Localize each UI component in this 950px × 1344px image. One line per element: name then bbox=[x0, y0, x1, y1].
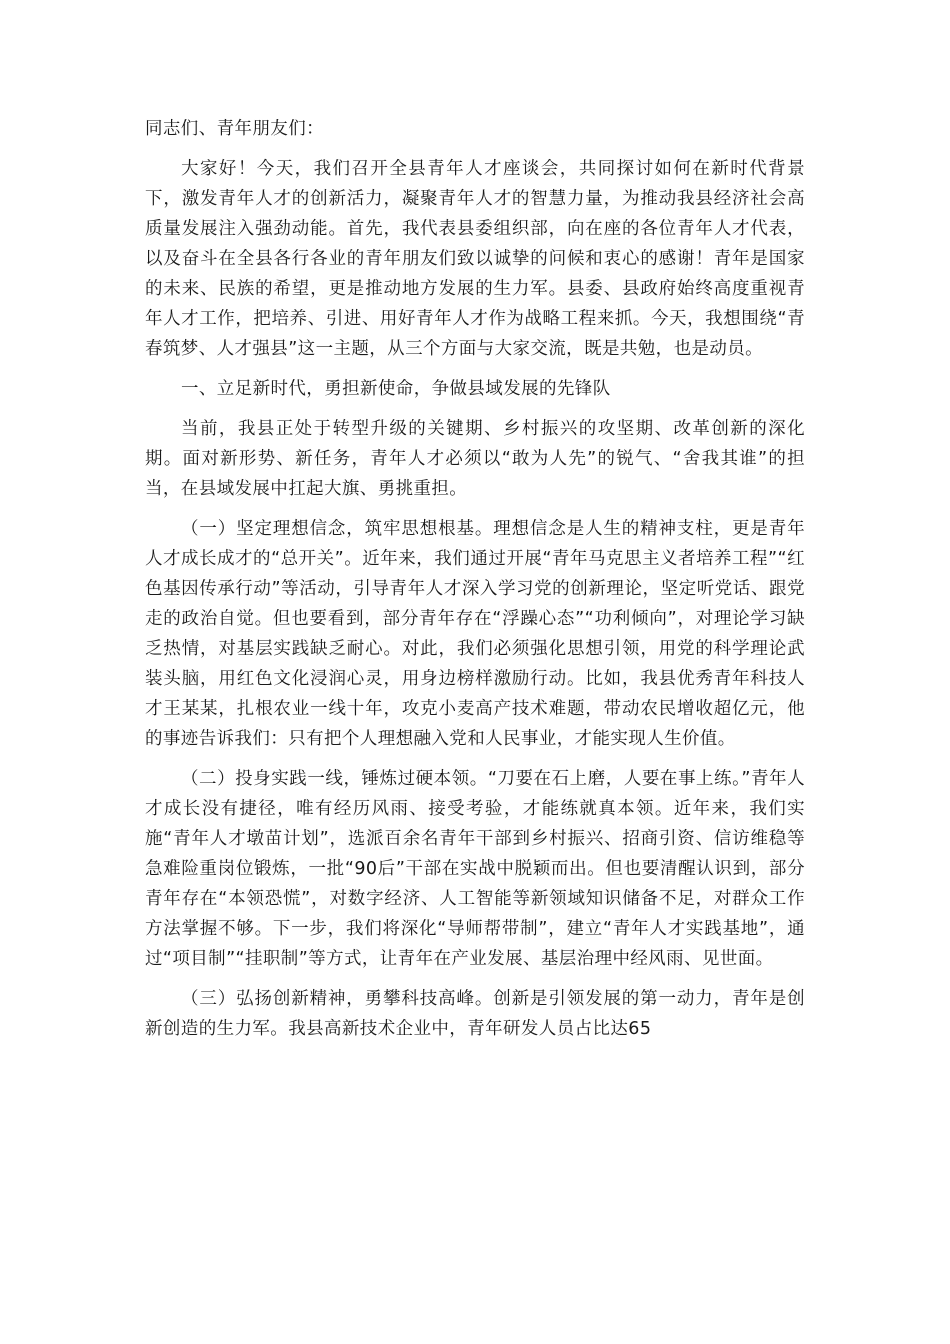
paragraph-point-1: （一）坚定理想信念，筑牢思想根基。理想信念是人生的精神支柱，更是青年人才成长成才的“总开关”。近年来，我们通过开展“青年马克思主义者培养工程”“红色基因传承行动”等活动，引导青年人才深入学习党的创新理论，坚定听党话、跟党走的政治自觉。但也要看到，部分青年存在“浮躁心态”“功利倾向”，对理论学习缺乏热情，对基层实践缺乏耐心。对此，我们必须强化思想引领，用党的科学理论武装头脑，用红色文化浸润心灵，用身边榜样激励行动。比如，我县优秀青年科技人才王某某，扎根农业一线十年，攻克小麦高产技术难题，带动农民增收超亿元，他的事迹告诉我们：只有把个人理想融入党和人民事业，才能实现人生价值。 bbox=[145, 519, 805, 749]
paragraph-point-2: （二）投身实践一线，锤炼过硬本领。“刀要在石上磨，人要在事上练。”青年人才成长没有捷径，唯有经历风雨、接受考验，才能练就真本领。近年来，我们实施“青年人才墩苗计划”，选派百余名青年干部到乡村振兴、招商引资、信访维稳等急难险重岗位锻炼，一批“90后”干部在实战中脱颖而出。但也要清醒认识到，部分青年存在“本领恐慌”，对数字经济、人工智能等新领域知识储备不足，对群众工作方法掌握不够。下一步，我们将深化“导师帮带制”，建立“青年人才实践基地”，通过“项目制”“挂职制”等方式，让青年在产业发展、基层治理中经风雨、见世面。 bbox=[145, 769, 805, 969]
paragraph-opening: 大家好！今天，我们召开全县青年人才座谈会，共同探讨如何在新时代背景下，激发青年人才的创新活力，凝聚青年人才的智慧力量，为推动我县经济社会高质量发展注入强劲动能。首先，我代表县委组织部，向在座的各位青年人才代表，以及奋斗在全县各行各业的青年朋友们致以诚挚的问候和衷心的感谢！青年是国家的未来、民族的希望，更是推动地方发展的生力军。县委、县政府始终高度重视青年人才工作，把培养、引进、用好青年人才作为战略工程来抓。今天，我想围绕“青春筑梦、人才强县”这一主题，从三个方面与大家交流，既是共勉，也是动员。 bbox=[145, 159, 805, 359]
section-heading-1: 一、立足新时代，勇担新使命，争做县域发展的先锋队 bbox=[181, 379, 611, 399]
salutation: 同志们、青年朋友们： bbox=[145, 119, 324, 139]
paragraph-context: 当前，我县正处于转型升级的关键期、乡村振兴的攻坚期、改革创新的深化期。面对新形势、新任务，青年人才必须以“敢为人先”的锐气、“舍我其谁”的担当，在县域发展中扛起大旗、勇挑重担。 bbox=[145, 419, 805, 499]
document-body bbox=[145, 114, 805, 1054]
paragraph-point-3: （三）弘扬创新精神，勇攀科技高峰。创新是引领发展的第一动力，青年是创新创造的生力军。我县高新技术企业中，青年研发人员占比达65 bbox=[145, 989, 805, 1039]
